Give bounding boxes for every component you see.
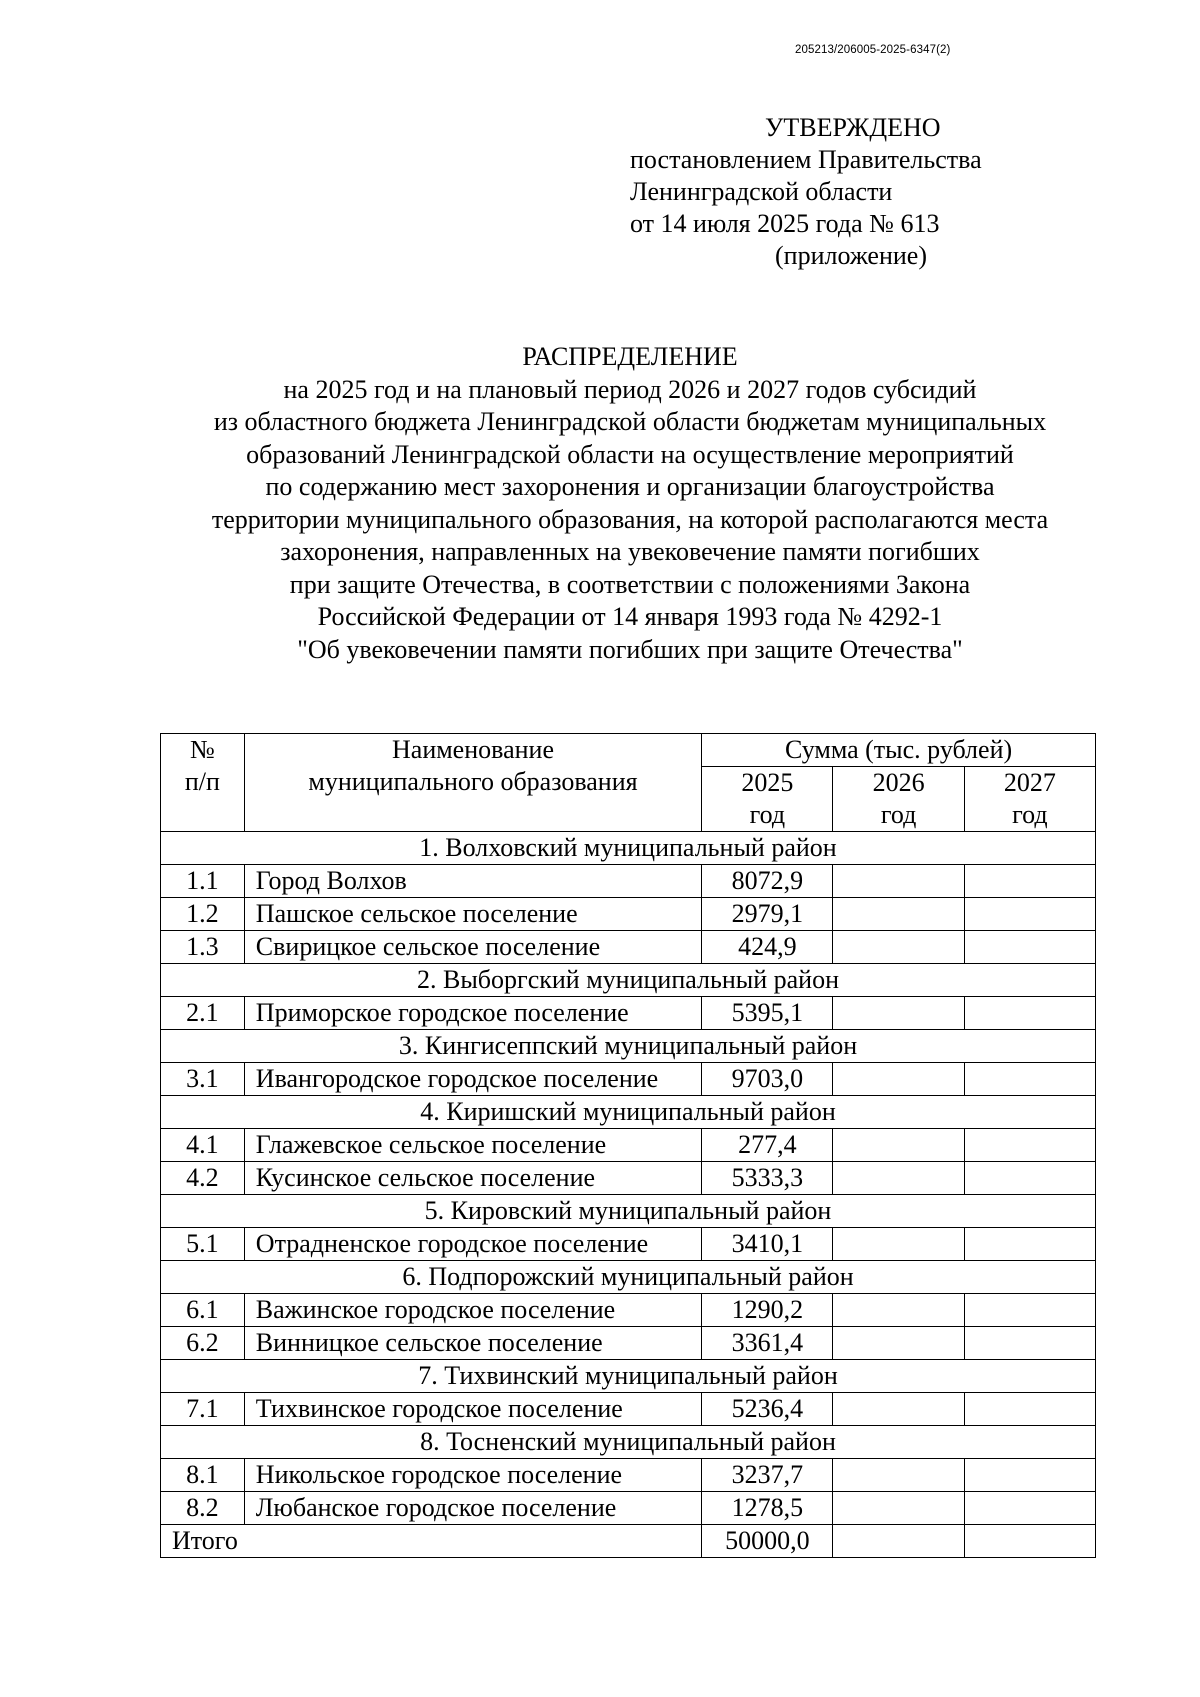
approval-line: Ленинградской области [630, 177, 893, 206]
row-name: Кусинское сельское поселение [244, 1162, 701, 1195]
table-row [161, 1294, 1096, 1327]
row-number: 7.1 [161, 1393, 245, 1426]
header-number-line: п/п [184, 767, 220, 796]
approval-title: УТВЕРЖДЕНО [765, 113, 941, 142]
row-value-2027 [964, 1228, 1095, 1261]
heading-line: территории муниципального образования, на которой располагаются места [211, 504, 1049, 534]
row-name: Винницкое сельское поселение [244, 1327, 701, 1360]
heading-title: РАСПРЕДЕЛЕНИЕ [522, 342, 738, 371]
district-row: 4. Киришский муниципальный район [161, 1096, 1096, 1129]
row-value-2027 [964, 1393, 1095, 1426]
row-number: 6.1 [161, 1294, 245, 1327]
approval-note: (приложение) [775, 241, 928, 270]
total-value-2026 [833, 1525, 964, 1558]
row-value-2025: 277,4 [702, 1129, 833, 1162]
row-value-2025: 8072,9 [702, 865, 833, 898]
header-name-line: муниципального образования [308, 767, 638, 796]
row-number: 1.1 [161, 865, 245, 898]
table-row [161, 1063, 1096, 1096]
row-value-2027 [964, 898, 1095, 931]
row-value-2026 [833, 1327, 964, 1360]
row-value-2026 [833, 1162, 964, 1195]
approval-block [630, 112, 1050, 272]
row-name: Глажевское сельское поселение [244, 1129, 701, 1162]
row-number: 1.3 [161, 931, 245, 964]
row-number: 1.2 [161, 898, 245, 931]
header-name-line: Наименование [392, 735, 554, 764]
row-value-2025: 424,9 [702, 931, 833, 964]
header-number [161, 734, 245, 832]
heading-line: из областного бюджета Ленинградской области бюджетам муниципальных [213, 407, 1047, 436]
row-value-2026 [833, 1459, 964, 1492]
table-row [161, 1129, 1096, 1162]
table-row [161, 898, 1096, 931]
year-value: 2026 [872, 768, 925, 797]
row-value-2027 [964, 1294, 1095, 1327]
row-value-2027 [964, 1129, 1095, 1162]
heading-line: при защите Отечества, в соответствии с положениями Закона [289, 569, 971, 599]
row-name: Город Волхов [244, 865, 701, 898]
heading-line: по содержанию мест захоронения и организации благоустройства [265, 472, 995, 501]
row-value-2025: 3410,1 [702, 1228, 833, 1261]
table-header [161, 734, 1096, 832]
row-number: 6.2 [161, 1327, 245, 1360]
total-label: Итого [161, 1525, 702, 1558]
year-suffix: год [880, 800, 917, 829]
table-row [161, 997, 1096, 1030]
year-suffix: год [749, 800, 786, 829]
total-row [161, 1525, 1096, 1558]
approval-line: от 14 июля 2025 года № 613 [630, 209, 940, 238]
heading-line: "Об увековечении памяти погибших при защите Отечества" [297, 634, 963, 664]
row-value-2025: 3361,4 [702, 1327, 833, 1360]
row-value-2025: 5395,1 [702, 997, 833, 1030]
document-heading [120, 341, 1140, 666]
header-year-2025 [702, 767, 833, 832]
heading-line: захоронения, направленных на увековечение памяти погибших [280, 537, 980, 566]
table-row [161, 1228, 1096, 1261]
district-row: 7. Тихвинский муниципальный район [161, 1360, 1096, 1393]
row-value-2026 [833, 931, 964, 964]
table-row [161, 1459, 1096, 1492]
row-value-2025: 2979,1 [702, 898, 833, 931]
table-row [161, 931, 1096, 964]
row-number: 2.1 [161, 997, 245, 1030]
total-value-2025: 50000,0 [702, 1525, 833, 1558]
document-id: 205213/206005-2025-6347(2) [795, 44, 951, 56]
row-value-2026 [833, 1063, 964, 1096]
distribution-table [160, 733, 1096, 1558]
district-row: 5. Кировский муниципальный район [161, 1195, 1096, 1228]
year-suffix: год [1012, 800, 1048, 829]
row-name: Важинское городское поселение [244, 1294, 701, 1327]
row-value-2025: 3237,7 [702, 1459, 833, 1492]
row-value-2026 [833, 865, 964, 898]
table-row [161, 1327, 1096, 1360]
header-sum: Сумма (тыс. рублей) [702, 734, 1096, 767]
row-value-2027 [964, 997, 1095, 1030]
heading-line: Российской Федерации от 14 января 1993 года № 4292-1 [317, 602, 943, 631]
row-value-2025: 5333,3 [702, 1162, 833, 1195]
row-value-2025: 1278,5 [702, 1492, 833, 1525]
header-year-2026 [833, 767, 964, 832]
row-value-2027 [964, 931, 1095, 964]
table-row [161, 1393, 1096, 1426]
row-value-2026 [833, 1393, 964, 1426]
row-number: 8.2 [161, 1492, 245, 1525]
row-name: Ивангородское городское поселение [244, 1063, 701, 1096]
heading-line: образований Ленинградской области на осуществление мероприятий [246, 439, 1014, 469]
row-value-2026 [833, 898, 964, 931]
row-name: Никольское городское поселение [244, 1459, 701, 1492]
row-name: Тихвинское городское поселение [244, 1393, 701, 1426]
row-value-2026 [833, 1129, 964, 1162]
row-name: Свирицкое сельское поселение [244, 931, 701, 964]
year-value: 2027 [1003, 768, 1056, 797]
row-value-2027 [964, 1327, 1095, 1360]
table-body [161, 832, 1096, 1558]
row-value-2025: 1290,2 [702, 1294, 833, 1327]
row-value-2025: 9703,0 [702, 1063, 833, 1096]
header-year-2027 [964, 767, 1095, 832]
row-number: 5.1 [161, 1228, 245, 1261]
row-number: 4.1 [161, 1129, 245, 1162]
row-value-2027 [964, 1492, 1095, 1525]
row-value-2026 [833, 1294, 964, 1327]
row-value-2026 [833, 1492, 964, 1525]
header-name [244, 734, 701, 832]
row-value-2027 [964, 1162, 1095, 1195]
row-name: Отрадненское городское поселение [244, 1228, 701, 1261]
table-row [161, 865, 1096, 898]
district-row: 8. Тосненский муниципальный район [161, 1426, 1096, 1459]
row-number: 3.1 [161, 1063, 245, 1096]
total-value-2027 [964, 1525, 1095, 1558]
heading-line: на 2025 год и на плановый период 2026 и 2027 годов субсидий [283, 374, 977, 404]
row-value-2027 [964, 865, 1095, 898]
district-row: 2. Выборгский муниципальный район [161, 964, 1096, 997]
table-row [161, 1492, 1096, 1525]
row-value-2027 [964, 1459, 1095, 1492]
row-name: Любанское городское поселение [244, 1492, 701, 1525]
header-number-line: № [189, 735, 215, 764]
row-value-2027 [964, 1063, 1095, 1096]
row-number: 4.2 [161, 1162, 245, 1195]
row-value-2026 [833, 997, 964, 1030]
row-value-2025: 5236,4 [702, 1393, 833, 1426]
district-row: 3. Кингисеппский муниципальный район [161, 1030, 1096, 1063]
district-row: 1. Волховский муниципальный район [161, 832, 1096, 865]
year-value: 2025 [741, 768, 794, 797]
row-number: 8.1 [161, 1459, 245, 1492]
row-name: Приморское городское поселение [244, 997, 701, 1030]
district-row: 6. Подпорожский муниципальный район [161, 1261, 1096, 1294]
approval-line: постановлением Правительства [630, 145, 982, 174]
table-row [161, 1162, 1096, 1195]
row-value-2026 [833, 1228, 964, 1261]
row-name: Пашское сельское поселение [244, 898, 701, 931]
